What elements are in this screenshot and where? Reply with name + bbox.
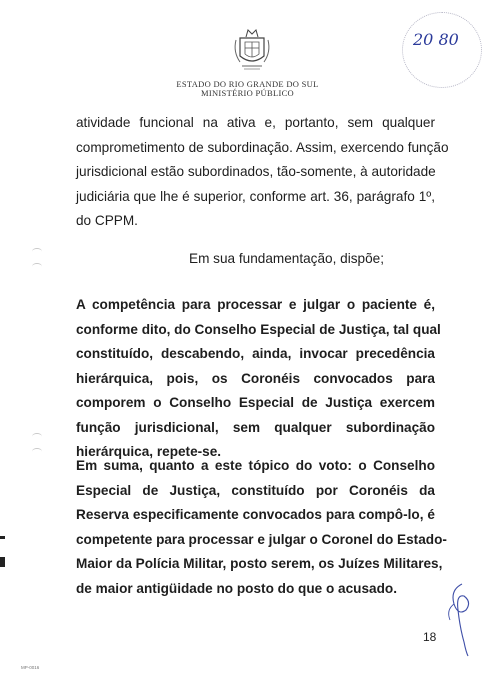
text-line: Reserva especificamente convocados para compô-lo, é <box>76 507 435 522</box>
text-line: constituído, descabendo, ainda, invocar precedência <box>76 346 435 361</box>
text-line: judiciária que lhe é superior, conforme art. 36, parágrafo 1º, <box>76 188 435 204</box>
text-line: Em suma, quanto a este tópico do voto: o Conselho <box>76 458 435 473</box>
text-line: comprometimento de subordinação. Assim, exercendo função <box>76 139 449 155</box>
text-line: função jurisdicional, sem qualquer subordinação <box>76 419 435 435</box>
header-ministry: MINISTÉRIO PÚBLICO <box>201 88 294 98</box>
punch-hole-mark <box>32 448 42 455</box>
paragraph-2: Em sua fundamentação, dispõe; <box>189 251 384 266</box>
text-line: do CPPM. <box>76 213 138 228</box>
handwritten-signature <box>440 580 480 660</box>
text-line: competente para processar e julgar o Coronel do Estado- <box>76 531 447 547</box>
text-line: atividade funcional na ativa e, portanto, sem qualquer <box>76 115 435 130</box>
paragraph-4-quote <box>76 454 447 601</box>
page-number: 18 <box>423 630 437 644</box>
scan-margin-mark <box>0 557 5 567</box>
punch-hole-mark <box>32 263 42 270</box>
scan-margin-mark <box>0 536 5 539</box>
header-state: ESTADO DO RIO GRANDE DO SUL <box>176 79 319 89</box>
text-line: comporem o Conselho Especial de Justiça exercem <box>76 395 435 410</box>
text-line: Especial de Justiça, constituído por Coronéis da <box>76 482 435 498</box>
text-line: conforme dito, do Conselho Especial de Justiça, tal qual <box>76 321 441 337</box>
paragraph-1 <box>76 111 449 234</box>
coat-of-arms-icon <box>232 24 272 72</box>
text-line: Maior da Polícia Militar, posto serem, os Juízes Militares, <box>76 556 443 571</box>
text-line: A competência para processar e julgar o paciente é, <box>76 297 435 312</box>
punch-hole-mark <box>32 248 42 255</box>
text-line: de maior antigüidade no posto do que o acusado. <box>76 580 397 596</box>
text-line: jurisdicional estão subordinados, tão-somente, à autoridade <box>76 164 436 179</box>
paragraph-3-quote <box>76 293 441 465</box>
handwritten-page-number: 20 80 <box>413 30 459 49</box>
text-line: hierárquica, repete-se. <box>76 444 222 459</box>
footer-code: MP-0016 <box>21 665 40 670</box>
punch-hole-mark <box>32 433 42 440</box>
page-stamp <box>402 12 482 88</box>
text-line: hierárquica, pois, os Coronéis convocados para <box>76 370 435 386</box>
